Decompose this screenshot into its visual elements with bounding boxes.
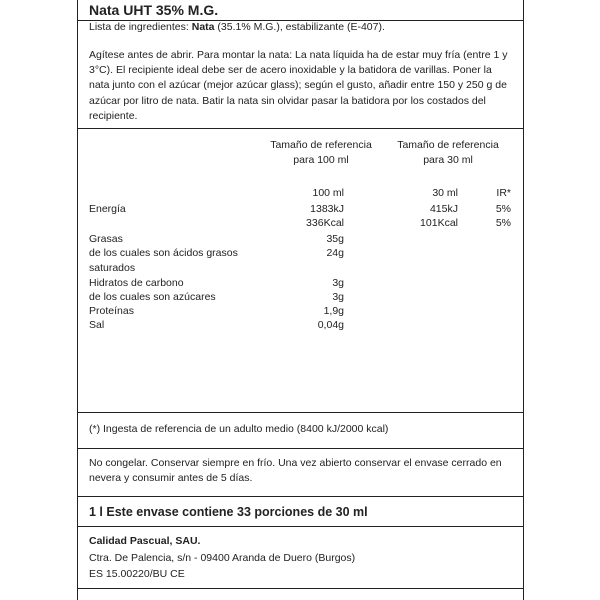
- row-v100: 3g: [332, 277, 344, 289]
- row-label-saturados: [89, 246, 238, 276]
- unit-ir: IR*: [496, 187, 511, 199]
- row-label-energia: Energía: [89, 203, 126, 215]
- company-address: Ctra. De Palencia, s/n - 09400 Aranda de Duero (Burgos): [89, 552, 356, 564]
- company-name: Calidad Pascual, SAU.: [89, 535, 201, 547]
- row-v100: 336Kcal: [306, 217, 344, 229]
- divider: [78, 496, 523, 497]
- row-ir: 5%: [495, 217, 511, 229]
- ingredients-rest: (35.1% M.G.), estabilizante (E-407).: [214, 21, 385, 33]
- header-100ml-line2: para 100 ml: [293, 154, 349, 166]
- ingredients: [89, 20, 385, 35]
- row-v30: 101Kcal: [420, 217, 458, 229]
- ingredients-main: Nata: [191, 21, 215, 33]
- row-v100: 24g: [326, 247, 344, 259]
- row-v30: 415kJ: [429, 203, 458, 215]
- divider: [78, 448, 523, 449]
- header-100ml-line1: Tamaño de referencia: [270, 139, 372, 151]
- footnote: (*) Ingesta de referencia de un adulto medio (8400 kJ/2000 kcal): [89, 423, 389, 435]
- row-v100: 35g: [326, 233, 344, 245]
- row-v100: 3g: [332, 291, 344, 303]
- row-v100: 0,04g: [317, 319, 344, 331]
- row-label-line: saturados: [89, 262, 136, 274]
- header-30ml: [378, 138, 518, 168]
- row-label-azucares: de los cuales son azúcares: [89, 291, 216, 303]
- registry-number: ES 15.00220/BU CE: [89, 568, 185, 580]
- product-title: Nata UHT 35% M.G.: [89, 2, 219, 18]
- row-label-proteinas: Proteínas: [89, 305, 134, 317]
- serving-info: 1 l Este envase contiene 33 porciones de 30 ml: [89, 505, 368, 519]
- row-v100: 1383kJ: [310, 203, 344, 215]
- header-30ml-line2: para 30 ml: [423, 154, 473, 166]
- storage-instructions: No congelar. Conservar siempre en frío. Una vez abierto conservar el envase cerrado en nevera y consumir antes de 5 días.: [89, 457, 502, 485]
- header-100ml: [251, 138, 391, 168]
- header-30ml-line1: Tamaño de referencia: [397, 139, 499, 151]
- instructions: Agítese antes de abrir. Para montar la nata: La nata líquida ha de estar muy fría (entre 1 y 3°C). El recipiente ideal debe ser de acero inoxidable y la batidora de varillas. Poner la nata junto con el azúcar (mejor azúcar glass); según el gusto, añadir entre 150 y 250 g de azúcar por litro de nata. Batir la nata sin olvidar pasar la batidora por los costados del recipiente.: [89, 49, 508, 122]
- unit-100ml: 100 ml: [312, 187, 344, 199]
- nutrition-label: [77, 0, 524, 600]
- unit-30ml: 30 ml: [432, 187, 458, 199]
- ingredients-prefix: Lista de ingredientes:: [89, 21, 192, 33]
- row-v100: 1,9g: [323, 305, 344, 317]
- divider: [78, 526, 523, 527]
- row-label-sal: Sal: [89, 319, 105, 331]
- divider: [78, 588, 523, 589]
- row-label-grasas: Grasas: [89, 233, 123, 245]
- divider: [78, 128, 523, 129]
- divider: [78, 412, 523, 413]
- row-label-hidratos: Hidratos de carbono: [89, 277, 184, 289]
- row-label-line: de los cuales son ácidos grasos: [89, 247, 238, 259]
- row-ir: 5%: [495, 203, 511, 215]
